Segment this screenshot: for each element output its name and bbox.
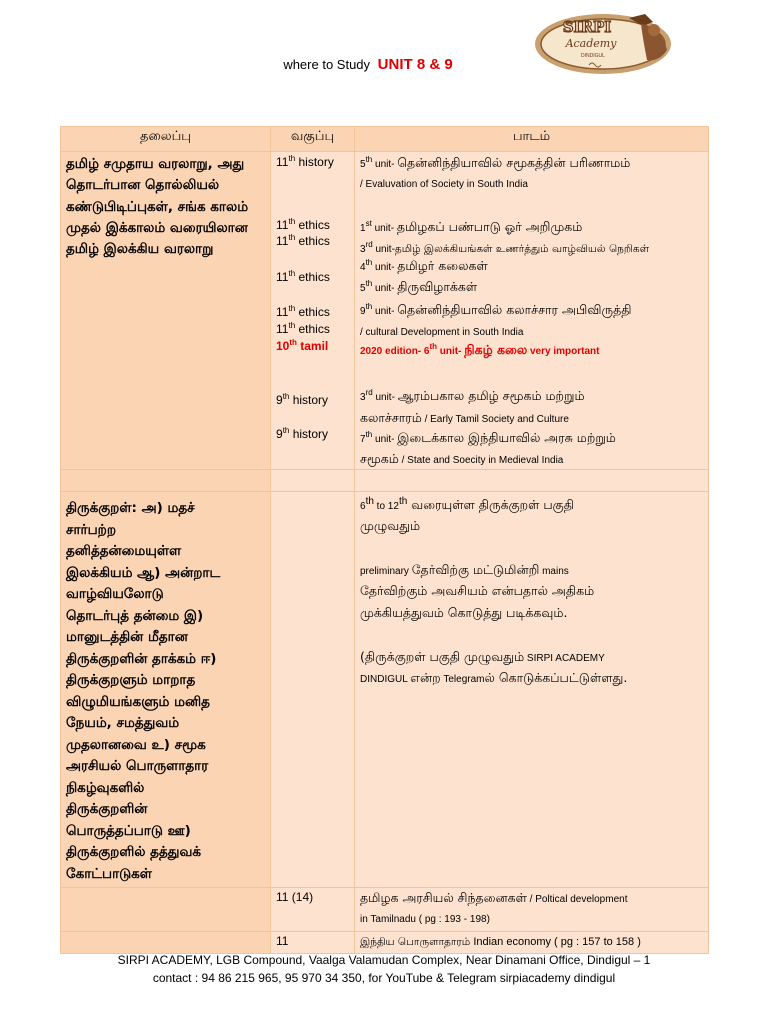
lesson-line: இந்திய பொருளாதாரம் Indian economy ( pg : 157 to 158 ): [360, 936, 641, 948]
footer-address: SIRPI ACADEMY, LGB Compound, Vaalga Valamudan Complex, Near Dinamani Office, Dindigul – 1: [117, 953, 651, 967]
lesson-line: முழுவதும்: [360, 518, 421, 533]
lesson-line: 4th unit- தமிழர் கலைகள்: [360, 258, 488, 273]
lesson-line: / Evaluvation of Society in South India: [360, 179, 528, 190]
table-row: [61, 152, 709, 470]
footer-contact: contact : 94 86 215 965, 95 970 34 350, for YouTube & Telegram sirpiacademy dindigul: [152, 971, 616, 985]
class-text: 11 (14): [276, 890, 314, 904]
header-topic: தலைப்பு: [61, 127, 271, 152]
class-line: 11th ethics: [276, 269, 330, 284]
lesson-cell: [355, 888, 709, 932]
empty-cell: [271, 470, 355, 492]
header-lesson: பாடம்: [355, 127, 709, 152]
class-cell: [271, 152, 355, 470]
lesson-cell: [355, 492, 709, 888]
class-line: 9th history: [276, 392, 329, 407]
table-header-row: [61, 127, 709, 152]
lesson-line: 1st unit- தமிழகப் பண்பாடு ஓர் அறிமுகம்: [360, 219, 583, 234]
class-line: 9th history: [276, 426, 329, 441]
study-table: [60, 126, 709, 954]
topic-cell: [61, 888, 271, 932]
topic-text-1: தமிழ் சமுதாய வரலாறு, அது தொடர்பான தொல்லியல் கண்டுபிடிப்புகள், சங்க காலம் முதல் இக்காலம் வரையிலான தமிழ் இலக்கிய வரலாறு: [66, 156, 249, 258]
table-row-empty: [61, 470, 709, 492]
lesson-line: 9th unit- தென்னிந்தியாவில் கலாச்சார அபிவிருத்தி: [360, 302, 632, 317]
table-row: [61, 932, 709, 954]
class-cell: [271, 888, 355, 932]
lesson-line: முக்கியத்துவம் கொடுத்து படிக்கவும்.: [360, 605, 568, 620]
class-line: 11th ethics: [276, 233, 330, 248]
lesson-line: சமூகம் / State and Soecity in Medieval India: [360, 451, 564, 466]
heading-prefix: where to Study: [283, 57, 371, 72]
study-heading: [0, 56, 736, 73]
class-cell: [271, 932, 355, 954]
class-line: 10th tamil: [276, 338, 329, 353]
lesson-cell: [355, 932, 709, 954]
empty-cell: [355, 470, 709, 492]
topic-cell: [61, 932, 271, 954]
lesson-line: 3rd unit- ஆரம்பகால தமிழ் சமூகம் மற்றும்: [360, 388, 585, 403]
lesson-line: in Tamilnadu ( pg : 193 - 198): [360, 914, 490, 925]
class-line: 11th ethics: [276, 217, 330, 232]
class-line: 11th history: [276, 154, 334, 169]
lesson-line: கலாச்சாரம் / Early Tamil Society and Culture: [360, 410, 569, 425]
table-row: [61, 492, 709, 888]
table-row: [61, 888, 709, 932]
logo-place: DINDIGUL: [581, 53, 605, 59]
lesson-line: 7th unit- இடைக்கால இந்தியாவில் அரசு மற்றும்: [360, 430, 616, 445]
lesson-line: preliminary தேர்விற்கு மட்டுமின்றி mains: [360, 562, 569, 577]
logo-name: SIRPI: [562, 18, 612, 36]
class-text: 11: [276, 934, 289, 948]
header-class: வகுப்பு: [271, 127, 355, 152]
empty-cell: [61, 470, 271, 492]
lesson-line: (திருக்குறள் பகுதி முழுவதும் SIRPI ACADEMY: [360, 649, 605, 664]
lesson-line: 6th to 12th வரையுள்ள திருக்குறள் பகுதி: [360, 496, 574, 512]
lesson-cell: [355, 152, 709, 470]
lesson-line: 5th unit- திருவிழாக்கள்: [360, 279, 478, 294]
class-cell: [271, 492, 355, 888]
class-line: 11th ethics: [276, 321, 330, 336]
lesson-line: 3rd unit-தமிழ் இலக்கியங்கள் உணர்த்தும் வாழ்வியல் நெறிகள்: [360, 240, 650, 255]
topic-text-2: திருக்குறள்: அ) மதச் சார்பற்ற தனித்தன்மையுள்ள இலக்கியம் ஆ) அன்றாட வாழ்வியலோடு தொடர்புத் தன்மை இ) மானுடத்தின் மீதான திருக்குறளின் தாக்கம் ஈ) திருக்குறளும் மாறாத விழுமியங்களும் மனித நேயம், சமத்துவம் முதலானவை உ) சமூக அரசியல் பொருளாதார நிகழ்வுகளில் திருக்குறளின் பொருத்தப்பாடு ஊ) திருக்குறளில் தத்துவக் கோட்பாடுகள்: [66, 500, 221, 882]
lesson-important-line: 2020 edition- 6th unit- நிகழ் கலை very important: [360, 342, 600, 357]
topic-cell: [61, 152, 271, 470]
lesson-line: தமிழக அரசியல் சிந்தனைகள் / Poltical development: [360, 890, 628, 905]
class-line: 11th ethics: [276, 304, 330, 319]
heading-unit: UNIT 8 & 9: [377, 56, 453, 73]
lesson-line: / cultural Development in South India: [360, 327, 524, 338]
logo-sub: Academy: [565, 37, 617, 50]
topic-cell: [61, 492, 271, 888]
lesson-line: 5th unit- தென்னிந்தியாவில் சமூகத்தின் பரிணாமம்: [360, 155, 631, 170]
lesson-line: தேர்விற்கும் அவசியம் என்பதால் அதிகம்: [360, 583, 595, 598]
lesson-line: DINDIGUL என்ற Telegramல் கொடுக்கப்பட்டுள்ளது.: [360, 670, 628, 685]
